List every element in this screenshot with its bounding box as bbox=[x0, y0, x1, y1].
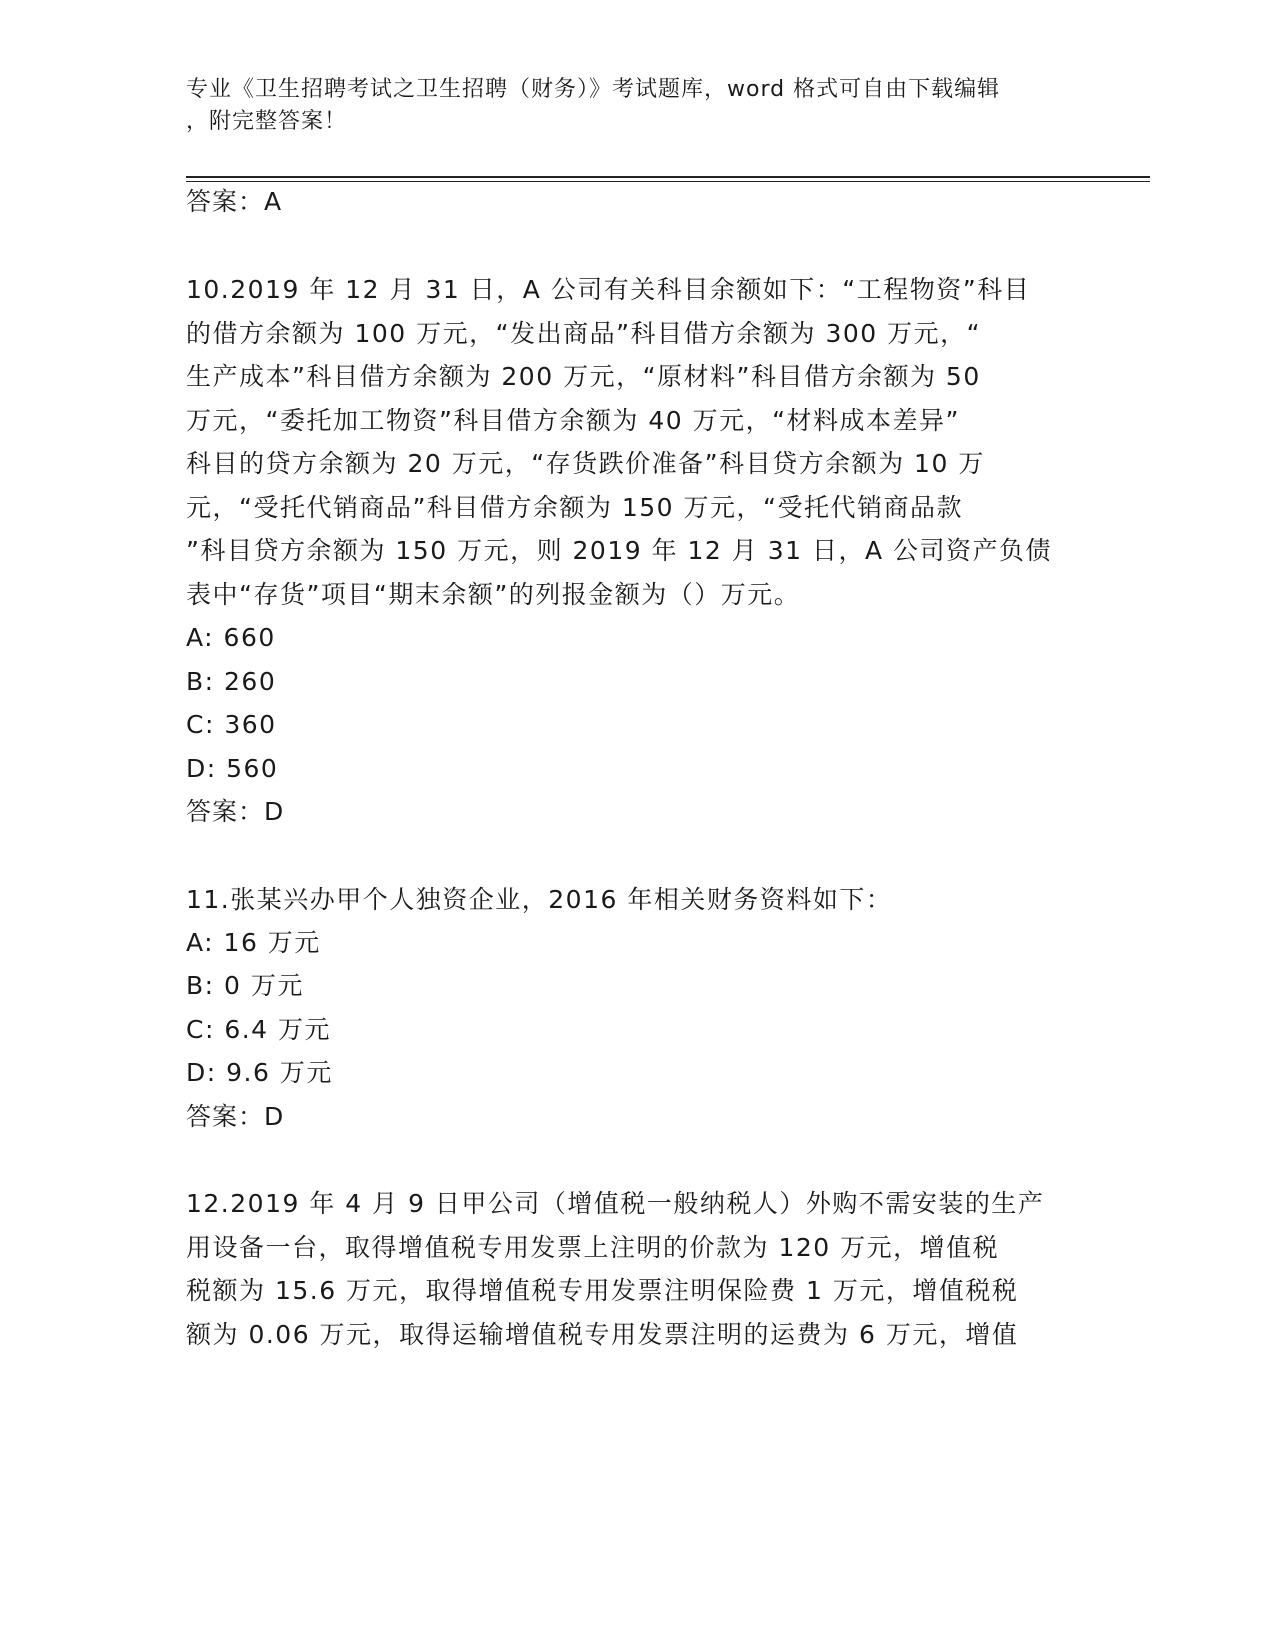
question-10-text-line: ”科目贷方余额为 150 万元，则 2019 年 12 月 31 日，A 公司资产负债 bbox=[186, 536, 1053, 565]
option-b: B: 260 bbox=[186, 667, 277, 696]
option-b: B: 0 万元 bbox=[186, 971, 304, 1000]
header-rule-thin bbox=[186, 181, 1150, 182]
question-10-text-line: 万元，“委托加工物资”科目借方余额为 40 万元，“材料成本差异” bbox=[186, 406, 961, 435]
question-12-text-line: 税额为 15.6 万元，取得增值税专用发票注明保险费 1 万元，增值税税 bbox=[186, 1276, 1019, 1305]
header-line-2: ，附完整答案！ bbox=[186, 109, 348, 134]
page-header bbox=[186, 74, 1086, 138]
question-10-text-line: 10.2019 年 12 月 31 日，A 公司有关科目余额如下：“工程物资”科目 bbox=[186, 275, 1031, 304]
question-10-text-line: 的借方余额为 100 万元，“发出商品”科目借方余额为 300 万元，“ bbox=[186, 319, 982, 348]
question-12-text-line: 用设备一台，取得增值税专用发票上注明的价款为 120 万元，增值税 bbox=[186, 1233, 1000, 1262]
option-d: D: 560 bbox=[186, 754, 279, 783]
question-10-text-line: 表中“存货”项目“期末余额”的列报金额为（）万元。 bbox=[186, 580, 801, 609]
option-a: A: 660 bbox=[186, 623, 276, 652]
question-10-text-line: 元，“受托代销商品”科目借方余额为 150 万元，“受托代销商品款 bbox=[186, 493, 963, 522]
question-10-text-line: 生产成本”科目借方余额为 200 万元，“原材料”科目借方余额为 50 bbox=[186, 362, 981, 391]
header-rule-thick bbox=[186, 176, 1150, 178]
question-10-answer: 答案：D bbox=[186, 797, 285, 826]
option-c: C: 360 bbox=[186, 710, 277, 739]
option-a: A: 16 万元 bbox=[186, 928, 321, 957]
option-d: D: 9.6 万元 bbox=[186, 1058, 333, 1087]
question-12-text-line: 12.2019 年 4 月 9 日甲公司（增值税一般纳税人）外购不需安装的生产 bbox=[186, 1189, 1045, 1218]
previous-answer: 答案：A bbox=[186, 187, 283, 216]
header-line-1: 专业《卫生招聘考试之卫生招聘（财务）》考试题库，word 格式可自由下载编辑 bbox=[186, 77, 1001, 102]
question-11-answer: 答案：D bbox=[186, 1102, 285, 1131]
question-11-text-line: 11.张某兴办甲个人独资企业，2016 年相关财务资料如下： bbox=[186, 885, 893, 914]
option-c: C: 6.4 万元 bbox=[186, 1015, 332, 1044]
question-12-text-line: 额为 0.06 万元，取得运输增值税专用发票注明的运费为 6 万元，增值 bbox=[186, 1320, 1019, 1349]
question-10-text-line: 科目的贷方余额为 20 万元，“存货跌价准备”科目贷方余额为 10 万 bbox=[186, 449, 985, 478]
